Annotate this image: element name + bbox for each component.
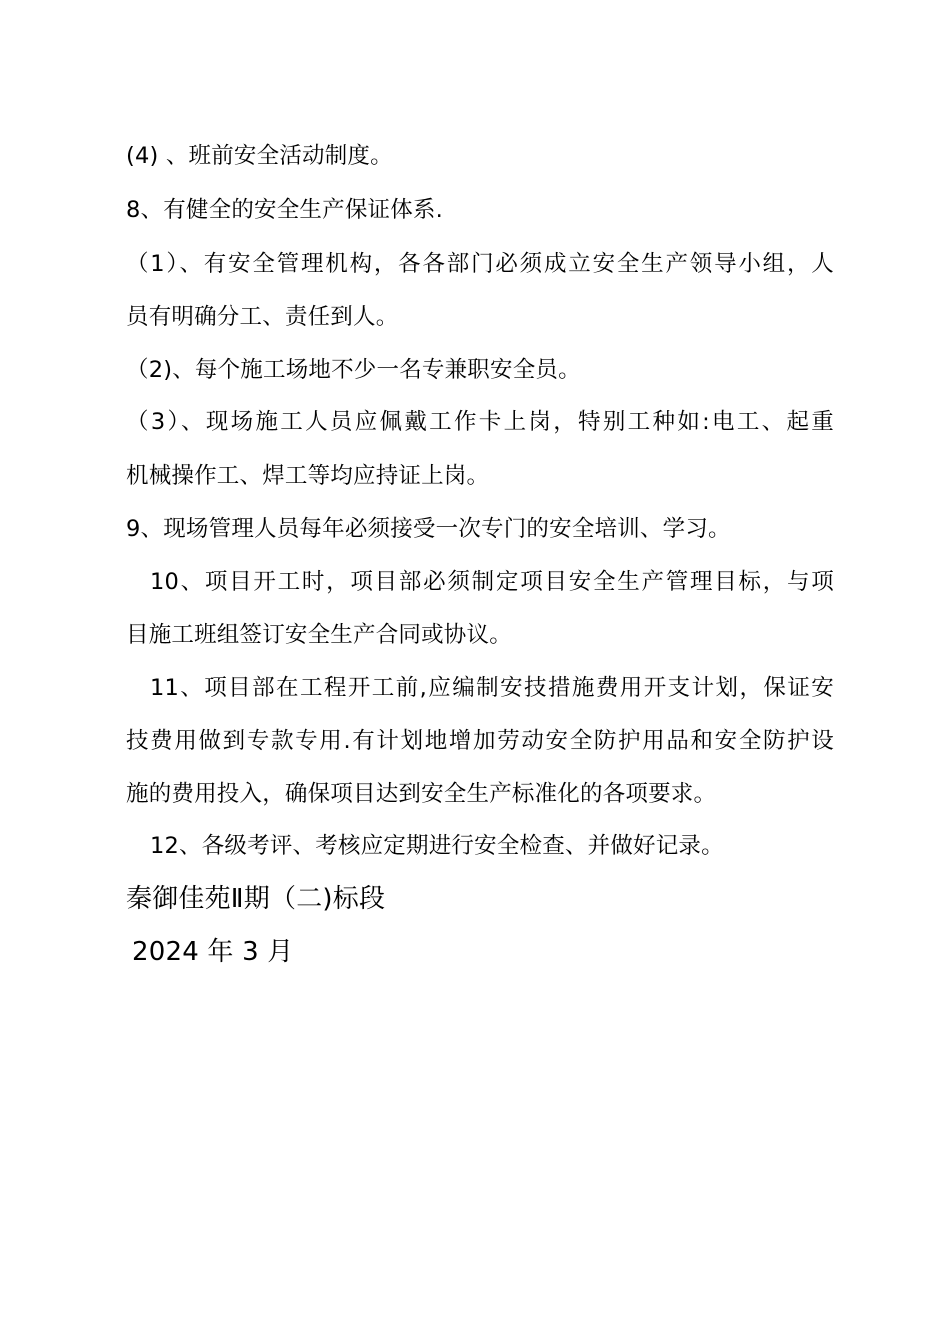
text-line-11: 11、项目部在工程开工前,应编制安技措施费用开支计划，保证安 [150, 675, 834, 701]
text-line-7: 机械操作工、焊工等均应持证上岗。 [126, 463, 490, 489]
text-line-8: 9、现场管理人员每年必须接受一次专门的安全培训、学习。 [126, 516, 731, 542]
text-line-1: (4) 、班前安全活动制度。 [126, 143, 393, 169]
text-line-14: 12、各级考评、考核应定期进行安全检查、并做好记录。 [150, 833, 724, 859]
project-name: 秦御佳苑Ⅱ期（二)标段 [126, 884, 386, 914]
text-line-10: 目施工班组签订安全生产合同或协议。 [126, 622, 512, 648]
document-date: 2024 年 3 月 [132, 937, 294, 967]
text-line-13: 施的费用投入，确保项目达到安全生产标准化的各项要求。 [126, 781, 717, 807]
text-line-2: 8、有健全的安全生产保证体系. [126, 197, 443, 223]
text-line-5: （2)、每个施工场地不少一名专兼职安全员。 [126, 357, 581, 383]
text-line-9: 10、项目开工时，项目部必须制定项目安全生产管理目标，与项 [150, 569, 834, 595]
text-line-3: （1）、有安全管理机构，各各部门必须成立安全生产领导小组，人 [126, 251, 834, 277]
text-line-12: 技费用做到专款专用.有计划地增加劳动安全防护用品和安全防护设 [126, 728, 834, 754]
text-line-4: 员有明确分工、责任到人。 [126, 304, 399, 330]
text-line-6: （3）、现场施工人员应佩戴工作卡上岗，特别工种如:电工、起重 [126, 409, 834, 435]
